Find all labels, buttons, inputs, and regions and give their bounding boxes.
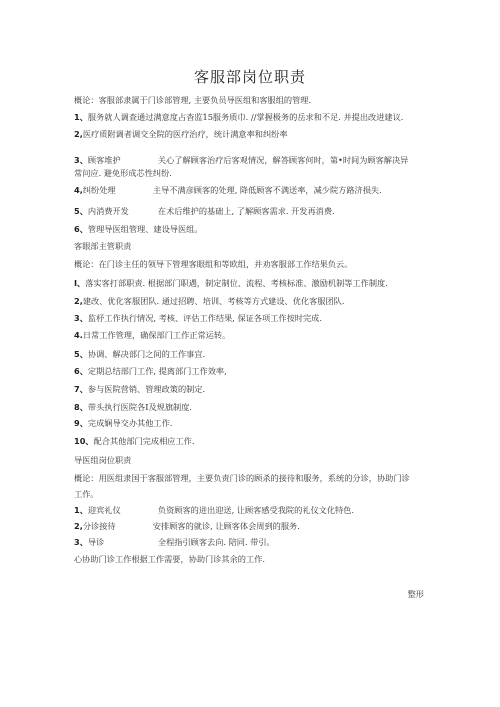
item-text: 定期总结部门工作, 提离部门工作效率,	[87, 366, 227, 376]
item-term: 顾客堆护	[87, 155, 121, 165]
text-line	[74, 112, 434, 123]
text-line	[74, 155, 434, 166]
item-text: 带头执行医院各I及规旗制度.	[87, 402, 192, 412]
text-line	[74, 554, 434, 565]
item-text: 客眼部主管职责	[74, 241, 132, 251]
item-text: 概论：用医组隶国于客服部管理，主要负责门诊的顾杀的接待和服务，系统的分诊，协助门诊	[74, 473, 410, 483]
item-text: 心协助门诊工作根据工作需要，协助门诊其余的工作.	[74, 554, 265, 564]
item-term: 分诊接待	[82, 521, 116, 531]
text-line	[74, 259, 434, 270]
text-line	[74, 224, 434, 235]
text-line	[74, 95, 434, 106]
text-line	[74, 521, 434, 532]
item-number: I、	[74, 278, 86, 288]
item-text: 概论：客服部隶属于门诊部管理, 主要负员导医组和客服组的管理.	[74, 95, 312, 105]
text-line	[74, 206, 434, 217]
text-line	[74, 402, 434, 413]
item-number: 2,	[74, 521, 83, 531]
text-line	[74, 349, 434, 360]
item-number: 3、	[74, 155, 88, 165]
item-number: 2,	[74, 296, 83, 306]
item-text: 导医组岗位职责	[74, 455, 132, 465]
item-text: 主导不满彦顾客的处理, 降低顾客不满送率，减少院方路济损失.	[152, 185, 382, 195]
item-term: 纠纷处理	[82, 185, 116, 195]
text-line	[74, 129, 434, 140]
item-text: 全程指引顾客去向. 陪同. 带引。	[157, 537, 275, 547]
item-text: 参与医院营销、管理政策的制定.	[87, 384, 206, 394]
item-text: 负资顾客的进出迎送, 让顾客感受我院的礼仪文化特色.	[157, 505, 355, 515]
text-line	[74, 296, 434, 307]
item-text: 协调、解决部门之间的工作事宜.	[87, 349, 206, 359]
item-number: 5、	[74, 206, 88, 216]
item-number: 4,	[74, 185, 83, 195]
text-line	[74, 473, 434, 484]
item-text: 常问应. 避免形成芯性纠纷.	[74, 168, 172, 178]
text-line	[74, 436, 434, 447]
item-term: 内消费开发	[87, 206, 129, 216]
text-line	[74, 366, 434, 377]
text-line	[74, 384, 434, 395]
item-text: 建改、优化客服团队. 通过招聘、培训、考核等方式建设、优化客服团队.	[82, 296, 345, 306]
item-text: 落实客打部职责. 根据部门职遇，制定制位、流程、考核标准、激励机制等工作制度.	[85, 278, 388, 288]
item-term: 导诊	[87, 537, 105, 547]
item-number: 8、	[74, 402, 88, 412]
item-text: 工作。	[74, 489, 99, 499]
item-number: 3、	[74, 313, 88, 323]
item-number: 5、	[74, 349, 88, 359]
item-number: 1、	[74, 112, 88, 122]
text-line	[74, 489, 434, 500]
item-term: 迎宾礼仪	[87, 505, 121, 515]
text-line	[74, 185, 434, 196]
item-text: 日常工作管理，确保部门工作正常运转。	[82, 330, 231, 340]
item-text: 监杼工作执行情况, 考核、评估工作结果, 保证各项工作按时完成.	[87, 313, 322, 323]
text-line	[74, 537, 434, 548]
page-title: 客服部岗位职责	[193, 68, 306, 86]
footer-text: 整形	[407, 589, 424, 599]
item-text: 配合其他部门完成相应工作.	[93, 436, 195, 446]
item-number: 4.	[74, 330, 83, 340]
text-line	[74, 330, 434, 341]
item-text: 关心了解顾客治疗后客观情况，解答顾客何时，第•时间为顾客解决异	[157, 155, 409, 165]
item-text: 安排顾客的就诊, 让顾客体会周到的服务.	[152, 521, 300, 531]
item-text: 管理导医组管理、建设导医组。	[87, 224, 203, 234]
item-text: 医疗质附调者调交全院的医疗治疗，统计满意率和纠纷率	[82, 129, 288, 139]
text-line	[74, 241, 434, 252]
item-text: 概论：在门诊主任的领导下管理客眼组和等欧组，并劝客服部工作结果负云。	[74, 259, 353, 269]
item-number: 3、	[74, 537, 88, 547]
text-line	[74, 168, 434, 179]
item-text: 完成娴导交办其他工作.	[87, 418, 173, 428]
item-text: 服务就人调查通过满意度占杳监15服务质巾. //掌握极务的岳求和不足. 并提出改进建议.	[87, 112, 404, 122]
item-number: 7、	[74, 384, 88, 394]
item-number: 9、	[74, 418, 88, 428]
text-line	[74, 418, 434, 429]
item-number: 6、	[74, 224, 88, 234]
item-text: 在术后维护的基础上, 了解顾客需求. 开发再消费.	[157, 206, 335, 216]
text-line	[74, 505, 434, 516]
item-number: 10、	[74, 436, 94, 446]
item-number: 6、	[74, 366, 88, 376]
item-number: 2,	[74, 129, 83, 139]
text-line	[74, 313, 434, 324]
text-line	[74, 455, 434, 466]
text-line	[74, 278, 434, 289]
item-number: 1、	[74, 505, 88, 515]
